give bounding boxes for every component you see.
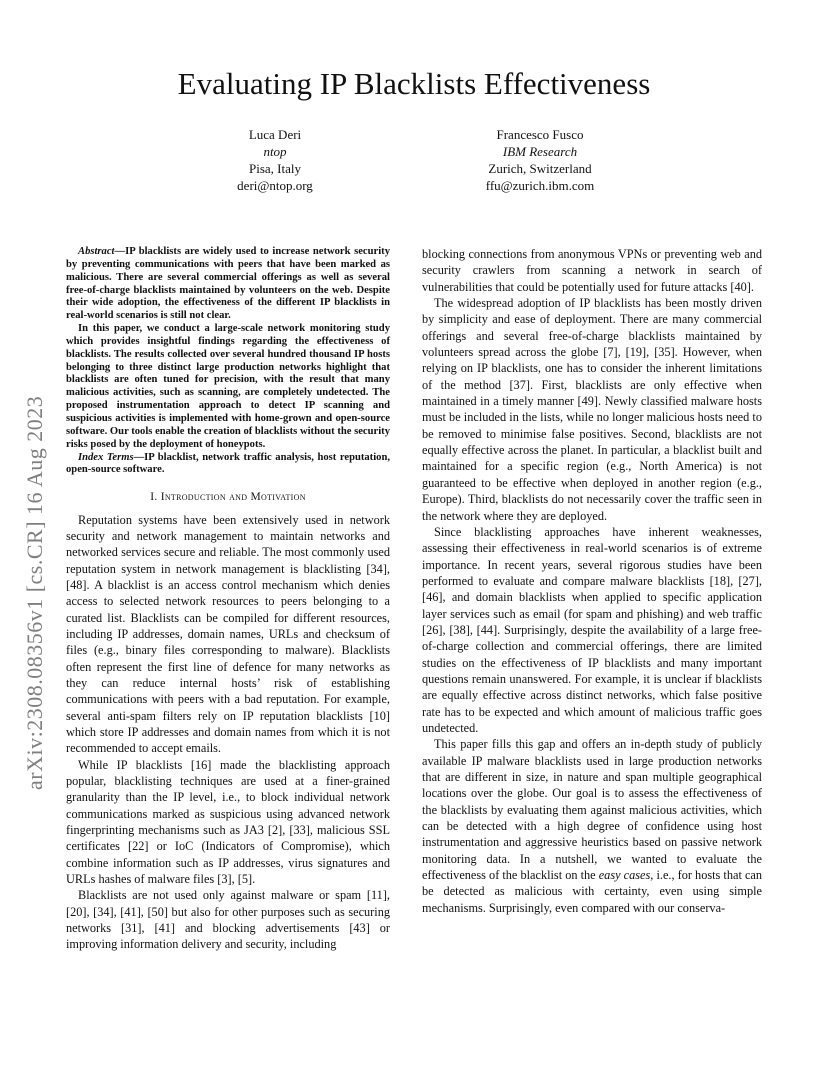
author-name: Francesco Fusco	[496, 127, 584, 142]
body-paragraph: The widespread adoption of IP blacklists has been mostly driven by simplicity and ease of deployment. There are many commercial offerings and several free-of-charge blacklists maintained by volunteers spread across the globe [7], [19], [35]. However, when relying on IP blacklists, one has to consider the inherent limitations of the method [37]. First, blacklists are only effective when maintained in a timely manner [49]. Newly classified malware hosts must be included in the lists, while no longer malicious hosts need to be removed to minimise false positives. Second, blacklists are not equally effective across the planet. In particular, a blacklist built and maintained for a specific region (e.g., North America) is not guaranteed to be effective when deployed in another region (e.g., Europe). Third, blacklists do not necessarily cover the traffic seen in the network where they are deployed.	[422, 296, 762, 523]
body-paragraph: Since blacklisting approaches have inherent weaknesses, assessing their effectiveness in real-world scenarios is of extreme importance. In recent years, several rigorous studies have been performed to evaluate and compare malware blacklists [18], [27], [46], and domain blacklists when applied to specific application layer services such as email (for spam and phishing) and web traffic [26], [38], [44]. Surprisingly, despite the availability of a large free-of-charge collection and commercial offerings, there are limited studies on the effectiveness of IP blacklists and many important questions remain unanswered. For example, it is unclear if blacklists are equally effective across distinct networks, which false positive rate has to be expected and which amount of malicious traffic goes undetected.	[422, 524, 762, 735]
body-paragraph: Blacklists are not used only against malware or spam [11], [20], [34], [41], [50] but also for other purposes such as securing networks [31], [41] and blocking advertisements [43] or improving information delivery and security, including	[66, 888, 390, 952]
body-paragraph: While IP blacklists [16] made the blacklisting approach popular, blacklisting techniques are used at a finer-grained granularity than the IP level, i.e., to block individual network communications marked as suspicious using advanced network fingerprinting mechanisms such as JA3 [2], [33], malicious SSL certificates [22] or IoC (Indicators of Compromise), which combine information such as IP addresses, virus signatures and URLs hashes of malware files [3], [5].	[66, 757, 390, 887]
index-terms	[66, 452, 390, 478]
author-name: Luca Deri	[248, 127, 302, 142]
paragraph-text: , i.e., for hosts that can be detected as malicious with certainty, even using simple mechanisms. Surprisingly, even compared with our conserva-	[422, 868, 763, 915]
author-email: deri@ntop.org	[237, 178, 313, 193]
left-column	[66, 246, 390, 953]
abstract-text-1: —IP blacklists are widely used to increase network security by preventing communications with peers that have been marked as malicious. There are several commercial offerings as well as several free-of-charge blacklists maintained by volunteers on the web. Despite their wide adoption, the effectiveness of the different IP blacklists in real-world scenarios is still not clear.	[66, 246, 390, 322]
author-location: Pisa, Italy	[249, 161, 301, 176]
right-column	[422, 246, 762, 916]
abstract-label: Abstract	[78, 246, 115, 257]
section-title: Introduction and Motivation	[160, 491, 306, 504]
paragraph-text: This paper fills this gap and offers an in-depth study of publicly available IP malware blacklists used in large production networks that are different in size, in nature and span multiple geographical locations over the globe. Our goal is to assess the effectiveness of the blacklists by evaluating them against malicious activities, which can be detected with a high degree of confidence using host instrumentation and aggressive heuristics based on passive network monitoring data. In a nutshell, we wanted to evaluate the effectiveness of the blacklist on the	[422, 737, 762, 883]
arxiv-identifier-stamp: arXiv:2308.08356v1 [cs.CR] 16 Aug 2023	[22, 395, 47, 790]
index-terms-label: Index Terms	[78, 451, 134, 463]
index-terms-text: —IP blacklist, network traffic analysis, host reputation, open-source software.	[66, 451, 390, 476]
body-paragraph: blocking connections from anonymous VPNs or preventing web and security crawlers from scanning a network in search of vulnerabilities that could be potentially used for future attacks [40].	[422, 247, 762, 294]
section-number: I.	[150, 491, 158, 504]
author-block-2	[440, 126, 640, 194]
abstract-paragraph-1	[66, 246, 390, 323]
author-location: Zurich, Switzerland	[488, 161, 592, 176]
abstract-paragraph-2: In this paper, we conduct a large-scale network monitoring study which provides insightful findings regarding the effectiveness of blacklists. The results collected over several hundred thousand IP hosts belonging to three distinct large production networks highlight that blacklists are often tuned for precision, with the result that many malicious activities, such as scanning, are completely undetected. The proposed instrumentation approach to detect IP scanning and suspicious activities is implemented with home-grown and open-source software. Our tools enable the creation of blacklists without the security risks posed by the deployment of honeypots.	[66, 323, 390, 450]
emphasized-text: easy cases	[598, 868, 651, 883]
section-heading	[66, 489, 390, 505]
author-affiliation: IBM Research	[502, 144, 578, 159]
author-affiliation: ntop	[263, 144, 287, 159]
paper-title: Evaluating IP Blacklists Effectiveness	[177, 66, 651, 101]
body-paragraph	[422, 736, 762, 916]
author-email: ffu@zurich.ibm.com	[485, 178, 595, 193]
author-block-1	[180, 126, 370, 194]
body-paragraph: Reputation systems have been extensively used in network security and network management to maintain networks and networked services secure and reliable. The most commonly used reputation system in network management is blacklisting [34], [48]. A blacklist is an access control mechanism which denies access to selected network resources to peers belonging to a curated list. Blacklists can be compiled for different resources, including IP addresses, domain names, URLs and checksum of files (e.g., binary files corresponding to malware). Blacklists often represent the first line of defence for many networks as they can reduce internal hosts’ risk of establishing communications with peers with a bad reputation. For example, several anti-spam filters rely on IP reputation blacklists [10] which store IP addresses and domain names from which it is not recommended to accept emails.	[66, 512, 390, 756]
